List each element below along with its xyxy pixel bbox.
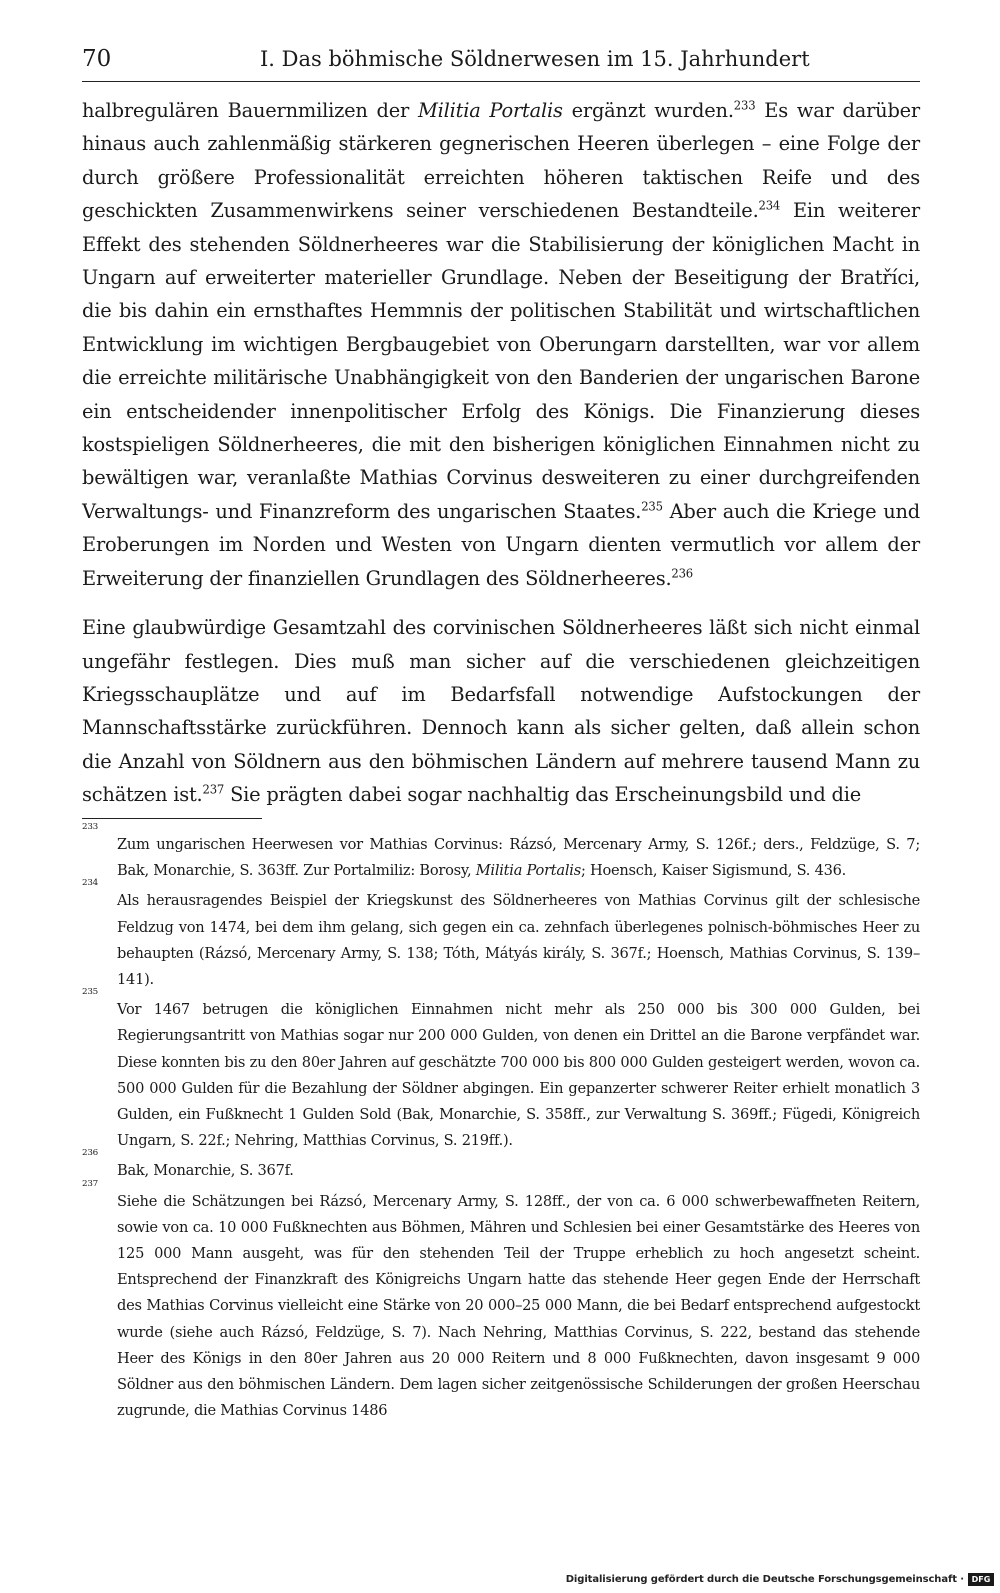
text-run: halbregulären Bauernmilizen der (82, 99, 418, 122)
credit-text: Digitalisierung gefördert durch die Deutsche Forschungsgemeinschaft · (565, 1573, 964, 1585)
footnote-text: ; Hoensch, Kaiser Sigismund, S. 436. (580, 862, 847, 880)
footnote-text: Bak, Monarchie, S. 367f. (117, 1162, 294, 1180)
page-header (82, 44, 920, 80)
footnote-234: 234 Als herausragendes Beispiel der Kriegskunst des Söldnerheeres von Mathias Corvinus gilt der schlesische Feldzug von 1474, bei dem ihm gelang, sich gegen ein ca. zehnfach überlegenes polnisch-böhmisches Heer zu behaupten (Rázsó, Mercenary Army, S. 138; Tóth, Mátyás király, S. 367f.; Hoensch, Mathias Corvinus, S. 139–141). (82, 878, 920, 989)
footnote-ref-237[interactable]: 237 (202, 782, 225, 797)
page-number: 70 (82, 46, 112, 72)
paragraph-1 (82, 94, 920, 595)
footnote-rule (82, 818, 262, 819)
italic-term: Militia Portalis (417, 99, 563, 122)
footnote-ref-236[interactable]: 236 (671, 566, 693, 581)
paragraph-2 (82, 611, 920, 811)
footnote-text: Siehe die Schätzungen bei Rázsó, Mercenary Army, S. 128ff., der von ca. 6 000 schwerbewaffneten Reitern, sowie von ca. 10 000 Fußknechten aus Böhmen, Mähren und Schlesien bei einer Gesamtstärke des Heeres von 125 000 Mann ausgeht, was für den stehenden Teil der Truppe erheblich zu hoch angesetzt scheint. Entsprechend der Finanzkraft des Königreichs Ungarn hatte das stehende Heer gegen Ende der Herrschaft des Mathias Corvinus vielleicht eine Stärke von 20 000–25 000 Mann, die bei Bedarf entsprechend aufgestockt wurde (siehe auch Rázsó, Feldzüge, S. 7). Nach Nehring, Matthias Corvinus, S. 222, bestand das stehende Heer des Königs in den 80er Jahren aus 20 000 Reitern und 8 000 Fußknechten, davon insgesamt 9 000 Söldner aus den böhmischen Ländern. Dem lagen sicher zeitgenössische Schilderungen der großen Heerschau zugrunde, die Mathias Corvinus 1486 (117, 1192, 920, 1420)
main-text (82, 94, 920, 812)
digitization-credit (566, 1569, 994, 1589)
dfg-logo-icon: DFG (968, 1573, 994, 1586)
text-run: ergänzt wurden. (562, 99, 734, 122)
italic-term: Militia Portalis (475, 862, 581, 880)
running-head: I. Das böhmische Söldnerwesen im 15. Jahrhundert (260, 47, 810, 71)
text-run: Aber auch die Kriege und Eroberungen im Norden und Westen von Ungarn dienten vermutlich vor allem der Erweiterung der finanziellen Grundlagen des Söldnerheeres. (82, 499, 920, 590)
footnote-237: 237 Siehe die Schätzungen bei Rázsó, Mercenary Army, S. 128ff., der von ca. 6 000 schwerbewaffneten Reitern, sowie von ca. 10 000 Fußknechten aus Böhmen, Mähren und Schlesien bei einer Gesamtstärke des Heeres von 125 000 Mann ausgeht, was für den stehenden Teil der Truppe erheblich zu hoch angesetzt scheint. Entsprechend der Finanzkraft des Königreichs Ungarn hatte das stehende Heer gegen Ende der Herrschaft des Mathias Corvinus vielleicht eine Stärke von 20 000–25 000 Mann, die bei Bedarf entsprechend aufgestockt wurde (siehe auch Rázsó, Feldzüge, S. 7). Nach Nehring, Matthias Corvinus, S. 222, bestand das stehende Heer des Königs in den 80er Jahren aus 20 000 Reitern und 8 000 Fußknechten, davon insgesamt 9 000 Söldner aus den böhmischen Ländern. Dem lagen sicher zeitgenössische Schilderungen der großen Heerschau zugrunde, die Mathias Corvinus 1486 (82, 1178, 920, 1420)
footnote-text: Als herausragendes Beispiel der Kriegskunst des Söldnerheeres von Mathias Corvinus gilt der schlesische Feldzug von 1474, bei dem ihm gelang, sich gegen ein ca. zehnfach überlegenes polnisch-böhmisches Heer zu behaupten (Rázsó, Mercenary Army, S. 138; Tóth, Mátyás király, S. 367f.; Hoensch, Mathias Corvinus, S. 139–141). (117, 892, 920, 989)
footnote-235: 235 Vor 1467 betrugen die königlichen Einnahmen nicht mehr als 250 000 bis 300 000 Gulden, bei Regierungsantritt von Mathias sogar nur 200 000 Gulden, von denen ein Drittel an die Barone verpfändet war. Diese konnten bis zu den 80er Jahren auf geschätzte 700 000 bis 800 000 Gulden gesteigert werden, wovon ca. 500 000 Gulden für die Bezahlung der Söldner abgingen. Ein gepanzerter schwerer Reiter erhielt monatlich 3 Gulden, ein Fußknecht 1 Gulden Sold (Bak, Monarchie, S. 358ff., zur Verwaltung S. 369ff.; Fügedi, Königreich Ungarn, S. 22f.; Nehring, Matthias Corvinus, S. 219ff.). (82, 987, 920, 1150)
text-run: Ein weiterer Effekt des stehenden Söldnerheeres war die Stabilisierung der königlichen Macht in Ungarn auf erweiterter materieller Grundlage. Neben der Beseitigung der Bratříci, die bis dahin ein ernsthaftes Hemmnis der politischen Stabilität und wirtschaftlichen Entwicklung im wichtigen Bergbaugebiet von Oberungarn darstellten, war vor allem die erreichte militärische Unabhängigkeit von den Banderien der ungarischen Barone ein entscheidender innenpolitischer Erfolg des Königs. Die Finanzierung dieses kostspieligen Söldnerheeres, die mit den bisherigen königlichen Einnahmen nicht zu bewältigen war, veranlaßte Mathias Corvinus desweiteren zu einer durchgreifenden Verwaltungs- und Finanzreform des ungarischen Staates. (82, 199, 920, 523)
footnote-236: 236 Bak, Monarchie, S. 367f. (82, 1148, 294, 1180)
footnote-ref-235[interactable]: 235 (641, 499, 663, 514)
footnote-ref-234[interactable]: 234 (758, 198, 781, 213)
text-run: Sie prägten dabei sogar nachhaltig das Erscheinungsbild und die (224, 783, 862, 807)
header-rule (82, 81, 920, 82)
footnote-text: Vor 1467 betrugen die königlichen Einnahmen nicht mehr als 250 000 bis 300 000 Gulden, bei Regierungsantritt von Mathias sogar nur 200 000 Gulden, von denen ein Drittel an die Barone verpfändet war. Diese konnten bis zu den 80er Jahren auf geschätzte 700 000 bis 800 000 Gulden gesteigert werden, wovon ca. 500 000 Gulden für die Bezahlung der Söldner abgingen. Ein gepanzerter schwerer Reiter erhielt monatlich 3 Gulden, ein Fußknecht 1 Gulden Sold (Bak, Monarchie, S. 358ff., zur Verwaltung S. 369ff.; Fügedi, Königreich Ungarn, S. 22f.; Nehring, Matthias Corvinus, S. 219ff.). (117, 1001, 920, 1150)
text-run: Eine glaubwürdige Gesamtzahl des corvinischen Söldnerheeres läßt sich nicht einmal ungefähr festlegen. Dies muß man sicher auf die verschiedenen gleichzeitigen Kriegsschauplätze und auf im Bedarfsfall notwendige Aufstockungen der Mannschaftsstärke zurückführen. Dennoch kann als sicher gelten, daß allein schon die Anzahl von Söldnern aus den böhmischen Ländern auf mehrere tausend Mann zu schätzen ist. (82, 616, 920, 807)
footnote-ref-233[interactable]: 233 (733, 98, 756, 113)
footnotes (82, 822, 920, 1428)
footnote-text: Zum ungarischen Heerwesen vor Mathias Corvinus: Rázsó, Mercenary Army, S. 126f.; ders., Feldzüge, S. 7; Bak, Monarchie, S. 363ff. Zur Portalmiliz: Borosy, (117, 836, 920, 880)
footnote-233: 233 Zum ungarischen Heerwesen vor Mathias Corvinus: Rázsó, Mercenary Army, S. 126f.; ders., Feldzüge, S. 7; Bak, Monarchie, S. 363ff. Zur Portalmiliz: Borosy, Militia Portalis; Hoensch, Kaiser Sigismund, S. 436. (82, 822, 920, 880)
text-run: Es war darüber hinaus auch zahlenmäßig stärkeren gegnerischen Heeren überlegen – eine Folge der durch größere Professionalität erreichten höheren taktischen Reife und des geschickten Zusammenwirkens seiner verschiedenen Bestandteile. (82, 99, 920, 223)
